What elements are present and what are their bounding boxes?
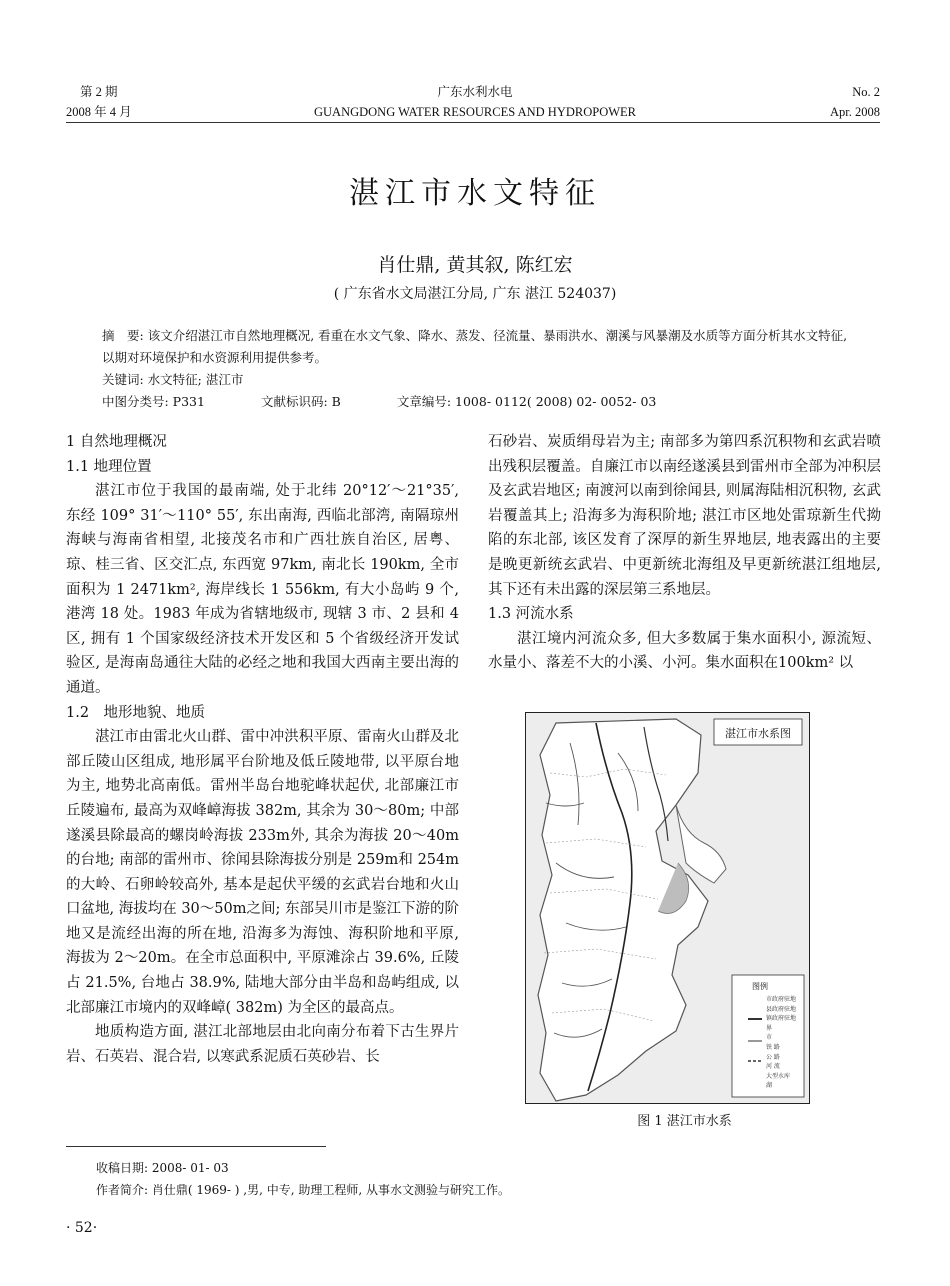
journal-name-cn: 广东水利水电 [437, 85, 513, 99]
left-column [66, 430, 459, 1069]
received-date: 收稿日期: 2008- 01- 03 [96, 1161, 229, 1175]
paragraph-geology-continued: 石砂岩、炭质绢母岩为主; 南部多为第四系沉积物和玄武岩喷出残积层覆盖。自廉江市以南经遂溪县到雷州市全部为冲积层及玄武岩地区; 南渡河以南到徐闻县, 则属海陆相沉积物, 玄武岩覆盖其上; 沿海多为海积阶地; 湛江市区地处雷琼新生代拗陷的东北部, 该区发育了深厚的新生界地层, 地表露出的主要是晚更新统玄武岩、中更新统北海组及早更新统湛江组地层, 其下还有未出露的深层第三系地层。 [488, 434, 881, 598]
legend-item: 市 [766, 1034, 773, 1042]
legend-item: 湖 [766, 1082, 773, 1090]
legend-item: 公 路 [766, 1053, 780, 1061]
paragraph-location: 湛江市位于我国的最南端, 处于北纬 20°12′～21°35′, 东经 109° 31′～110° 55′, 东出南海, 西临北部湾, 南隔琼州海峡与海南省相望, 北接茂名市和广西壮族自治区, 居粤、琼、桂三省、区交汇点, 东西宽 97km, 南北长 190km, 全市面积为 1 2471km², 海岸线长 1 556km, 有大小岛屿 9 个, 港湾 18 处。1983 年成为省辖地级市, 现辖 3 市、2 县和 4 区, 拥有 1 个国家级经济技术开发区和 5 个省级经济开发试验区, 是海南岛通往大陆的必经之地和我国大西南主要出海的通道。 [66, 483, 459, 696]
keywords: 关键词: 水文特征; 湛江市 [102, 372, 244, 387]
legend-item: 县政府驻地 [766, 1005, 797, 1013]
author-bio: 作者简介: 肖仕鼎( 1969- ) ,男, 中专, 助理工程师, 从事水文测验与研究工作。 [96, 1183, 510, 1197]
footnote-divider [66, 1146, 326, 1147]
issue-number: 第 2 期 [80, 85, 118, 99]
page-number: · 52· [66, 1220, 98, 1236]
map-title: 湛江市水系图 [725, 727, 791, 740]
river-system-map [525, 712, 810, 1104]
paragraph-terrain: 湛江市由雷北火山群、雷中冲洪积平原、雷南火山群及北部丘陵山区组成, 地形属平台阶地及低丘陵地带, 以平原台地为主, 地势北高南低。雷州半岛台地驼峰状起伏, 北部廉江市丘陵遍布, 最高为双峰嶂海拔 382m, 其余为 30～80m; 中部遂溪县除最高的螺岗岭海拔 233m外, 其余为海拔 20～40m的台地; 南部的雷州市、徐闻县除海拔分别是 259m和 254m的大岭、石卵岭较高外, 基本是起伏平缓的玄武岩台地和火山口盆地, 海拔均在 30～50m之间; 东部吴川市是鉴江下游的阶地又是流经出海的所在地, 沿海多为海蚀、海积阶地和平原, 海拔为 2～20m。在全市总面积中, 平原滩涂占 39.6%, 丘陵占 21.5%, 台地占 38.9%, 陆地大部分由半岛和岛屿组成, 以北部廉江市境内的双峰嶂( 382m) 为全区的最高点。 [66, 729, 459, 1016]
clc-number: 中图分类号: P331 [102, 394, 205, 409]
author-list: 肖仕鼎, 黄其叙, 陈红宏 [377, 254, 573, 276]
section-heading-1: 1 自然地理概况 [66, 434, 167, 450]
issue-date-en: Apr. 2008 [830, 105, 880, 119]
article-number: 文章编号: 1008- 0112( 2008) 02- 0052- 03 [396, 394, 657, 409]
abstract-body: 该文介绍湛江市自然地理概况, 看重在水文气象、降水、蒸发、径流量、暴雨洪水、潮溪与风暴潮及水质等方面分析其水文特征, 以期对环境保护和水资源利用提供参考。 [102, 328, 848, 365]
affiliation: ( 广东省水文局湛江分局, 广东 湛江 524037) [333, 286, 617, 302]
abstract-block [102, 325, 862, 413]
header-divider [66, 122, 880, 123]
legend-item: 镇政府驻地 [766, 1015, 797, 1023]
legend-item: 大型水库 [766, 1072, 791, 1080]
paper-title: 湛江市水文特征 [349, 176, 601, 211]
issue-no-en: No. 2 [852, 85, 880, 99]
footnotes [96, 1157, 510, 1201]
running-header-center [0, 82, 950, 122]
legend-list [766, 995, 796, 1091]
abstract-text [102, 325, 862, 369]
legend-item: 界 [766, 1024, 773, 1032]
document-code: 文献标识码: B [260, 394, 341, 409]
legend-title: 图例 [752, 982, 768, 991]
subsection-heading-1-3: 1.3 河流水系 [488, 606, 574, 623]
classification-line [102, 391, 862, 413]
abstract-label: 摘 要: [102, 328, 148, 343]
paragraph-geology: 地质构造方面, 湛江北部地层由北向南分布着下古生界片岩、石英岩、混合岩, 以寒武系泥质石英砂岩、长 [66, 1024, 459, 1065]
figure-caption: 图 1 湛江市水系 [637, 1114, 732, 1129]
legend-item: 铁 路 [766, 1043, 780, 1051]
right-column [488, 430, 881, 676]
running-header-right [830, 82, 880, 122]
legend-item: 河 流 [766, 1063, 780, 1071]
paragraph-rivers: 湛江境内河流众多, 但大多数属于集水面积小, 源流短、水量小、落差不大的小溪、小河。集水面积在100km² 以 [488, 630, 881, 672]
legend-item: 市政府驻地 [766, 996, 797, 1003]
subsection-heading-1-1: 1.1 地理位置 [66, 458, 152, 475]
journal-name-en: GUANGDONG WATER RESOURCES AND HYDROPOWER [313, 105, 636, 119]
issue-date: 2008 年 4 月 [66, 105, 132, 119]
subsection-heading-1-2: 1.2 地形地貌、地质 [66, 704, 206, 721]
